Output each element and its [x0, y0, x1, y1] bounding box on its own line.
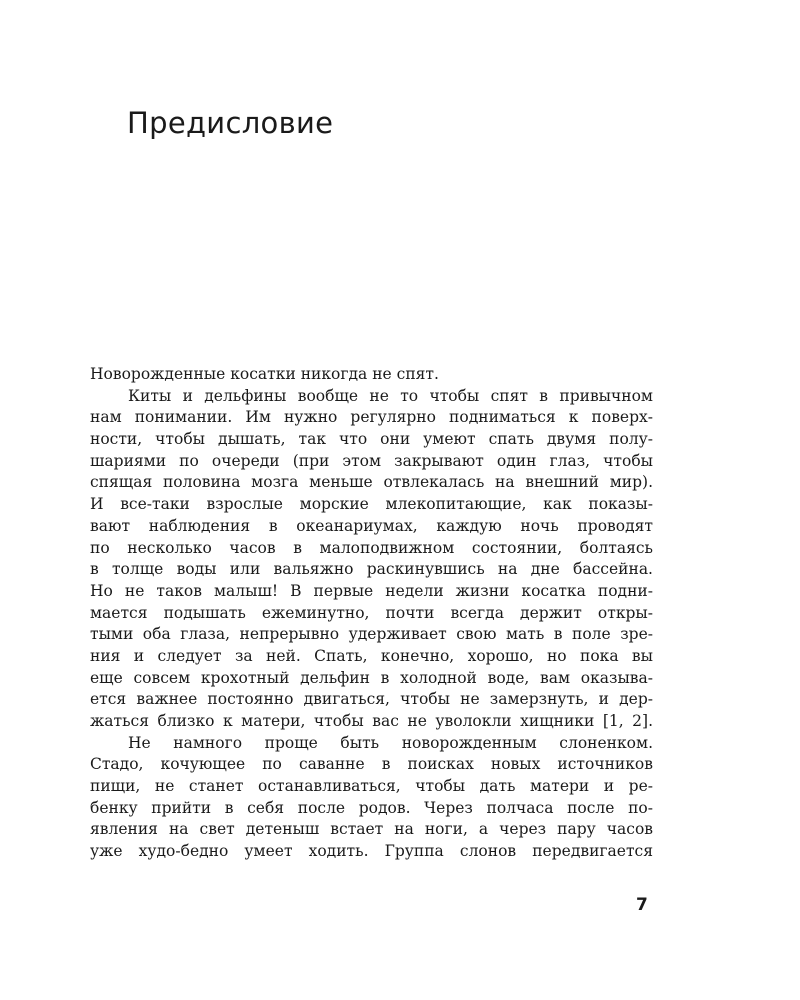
text-line: ности, чтобы дышать, так что они умеют спать двумя полу- — [90, 430, 653, 449]
text-line: бенку прийти в себя после родов. Через полчаса после по- — [90, 798, 653, 817]
text-line: по несколько часов в малоподвижном состоянии, болтаясь — [90, 538, 653, 557]
text-line: спящая половина мозга меньше отвлекалась на внешний мир). — [90, 473, 653, 492]
text-line: явления на свет детеныш встает на ноги, а через пару часов — [90, 820, 653, 839]
text-line: И все-таки взрослые морские млекопитающие, как показы- — [90, 495, 653, 514]
text-line: пищи, не станет останавливаться, чтобы дать матери и ре- — [90, 777, 653, 796]
body-text — [90, 364, 653, 863]
text-line: Стадо, кочующее по саванне в поисках новых источников — [90, 755, 653, 774]
text-line: Не намного проще быть новорожденным слоненком. — [128, 733, 653, 752]
text-line: тыми оба глаза, непрерывно удерживает свою мать в поле зре- — [90, 625, 653, 644]
text-line: шариями по очереди (при этом закрывают один глаз, чтобы — [90, 451, 653, 470]
text-line: Новорожденные косатки никогда не спят. — [90, 365, 439, 383]
page-title: Предисловие — [127, 106, 334, 140]
text-line: нам понимании. Им нужно регулярно подниматься к поверх- — [90, 408, 653, 427]
text-line: еще совсем крохотный дельфин в холодной воде, вам оказыва- — [90, 668, 653, 687]
text-line: Киты и дельфины вообще не то чтобы спят в привычном — [128, 386, 653, 405]
text-line: Но не таков малыш! В первые недели жизни косатка подни- — [90, 581, 653, 600]
page-number: 7 — [636, 895, 648, 915]
text-line: уже худо-бедно умеет ходить. Группа слонов передвигается — [90, 842, 653, 861]
text-line: мается подышать ежеминутно, почти всегда держит откры- — [90, 603, 653, 622]
text-line: в толще воды или вальяжно раскинувшись на дне бассейна. — [90, 560, 653, 579]
text-line: ния и следует за ней. Спать, конечно, хорошо, но пока вы — [90, 646, 653, 665]
text-line: ется важнее постоянно двигаться, чтобы не замерзнуть, и дер- — [90, 690, 653, 709]
text-line: вают наблюдения в океанариумах, каждую ночь проводят — [90, 516, 653, 535]
text-line: жаться близко к матери, чтобы вас не уволокли хищники [1, 2]. — [90, 712, 653, 730]
